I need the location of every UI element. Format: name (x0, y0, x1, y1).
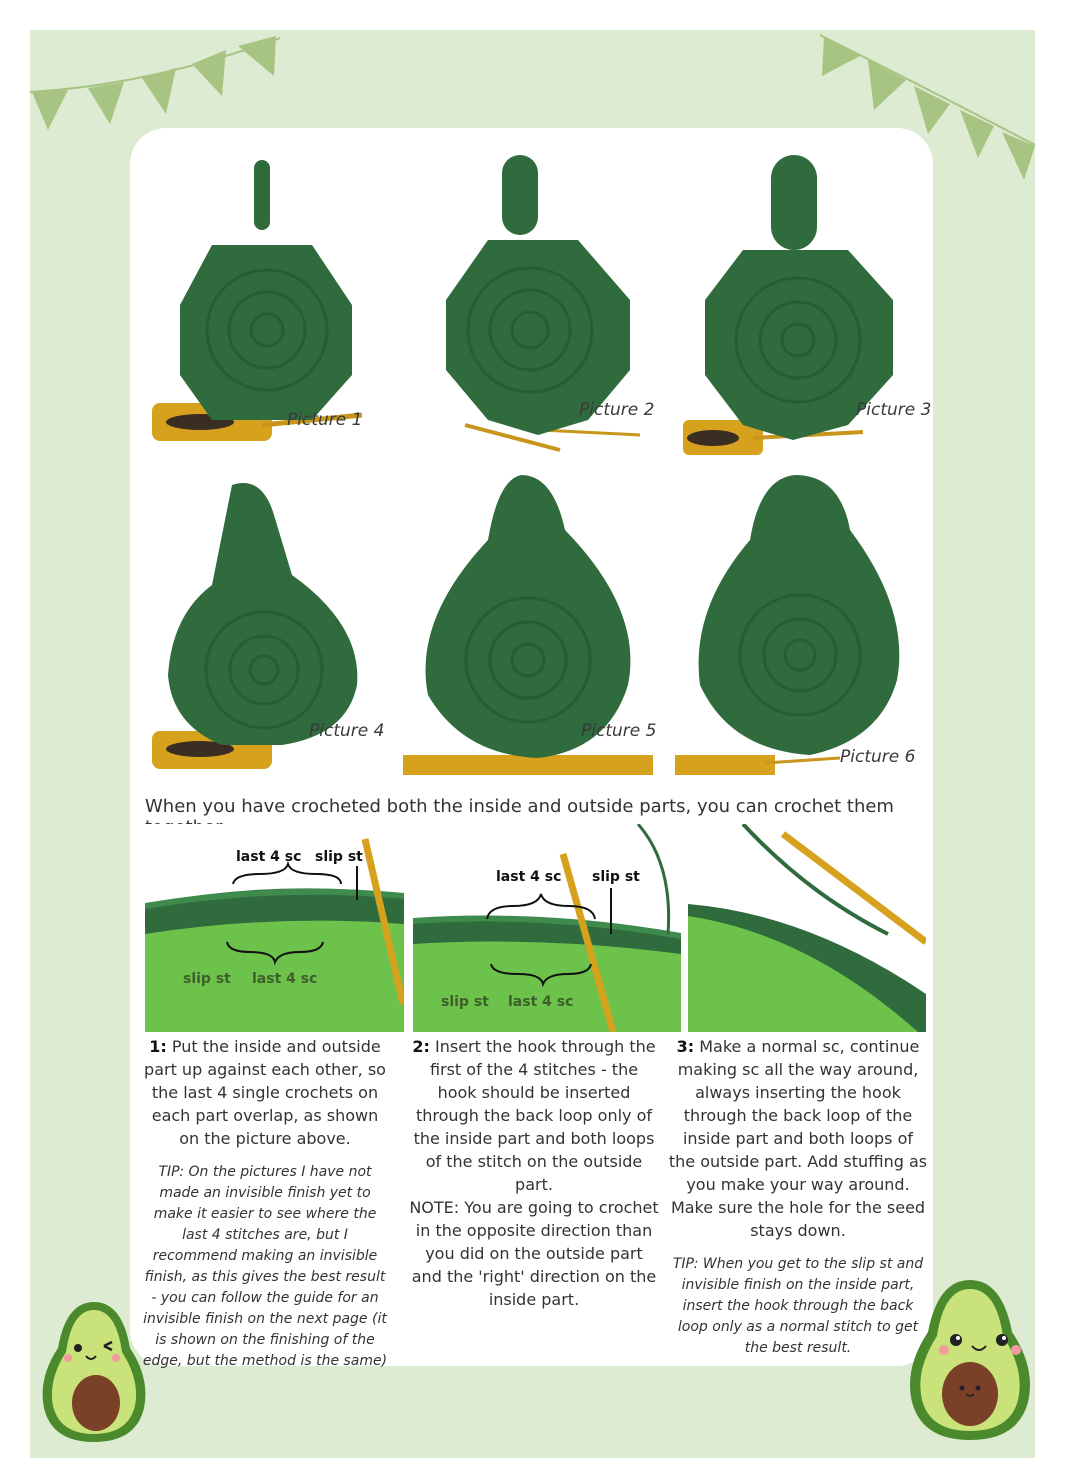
step-1-tip: TIP: On the pictures I have not made an invisible finish yet to make it easier to see where the last 4 stitches are, but I recommend making an invisible finish, as this gives the best result - you can follow the guide for an invisible finish on the next page (it is shown on the finishing of the edge, but the method is the same) (142, 1164, 388, 1369)
step-1-text (140, 1035, 390, 1150)
step-1-label-slip-st-top: slip st (315, 849, 363, 865)
step-2-number: 2: (412, 1037, 430, 1056)
step-3-column (668, 1035, 928, 1359)
picture-4-label: Picture 4 (309, 721, 385, 741)
picture-1-label: Picture 1 (287, 410, 363, 430)
step-3-description: Make a normal sc, continue making sc all the way around, always inserting the hook through the back loop of the inside part and both loops of the outside part. Add stuffing as you make your way around. Make sure the hole for the seed stays down. (668, 1037, 928, 1240)
avocado-wink-icon (38, 1298, 150, 1446)
avocado-happy-icon (904, 1276, 1036, 1444)
bunting-left-decoration (30, 30, 290, 140)
picture-2-label: Picture 2 (579, 400, 655, 420)
picture-3-label: Picture 3 (856, 400, 932, 420)
step-1-label-slip-st-bottom: slip st (183, 971, 231, 987)
picture-6-photo (675, 470, 915, 775)
step-2-label-slip-st-top: slip st (592, 869, 640, 885)
step-1-description: Put the inside and outside part up against each other, so the last 4 single crochets on each part overlap, as shown on the picture above. (144, 1037, 386, 1148)
step-2-column (408, 1035, 660, 1311)
step-2-text (408, 1035, 660, 1196)
step-1-column (140, 1035, 390, 1372)
step-2-label-last-4-sc-bottom: last 4 sc (508, 994, 574, 1010)
intro-text: When you have crocheted both the inside and outside parts, you can crochet them (145, 796, 894, 817)
step-1-number: 1: (149, 1037, 167, 1056)
step-3-photo (688, 824, 926, 1032)
step-3-tip: TIP: When you get to the slip st and invisible finish on the inside part, insert the hook through the back loop only as a normal stitch to get the best result. (672, 1256, 924, 1356)
step-3-number: 3: (676, 1037, 695, 1056)
step-2-description: Insert the hook through the first of the 4 stitches - the hook should be inserted through the back loop only of the inside part and both loops of the stitch on the outside part. (413, 1037, 656, 1194)
picture-6-label: Picture 6 (840, 747, 916, 767)
step-1-label-last-4-sc-bottom: last 4 sc (252, 971, 318, 987)
step-2-note: NOTE: You are going to crochet in the opposite direction than you did on the outside part and the 'right' direction on the inside part. (409, 1198, 659, 1309)
step-2-label-last-4-sc-top: last 4 sc (496, 869, 562, 885)
step-1-label-last-4-sc-top: last 4 sc (236, 849, 302, 865)
step-3-text (668, 1035, 928, 1242)
picture-5-label: Picture 5 (581, 721, 657, 741)
step-2-label-slip-st-bottom: slip st (441, 994, 489, 1010)
